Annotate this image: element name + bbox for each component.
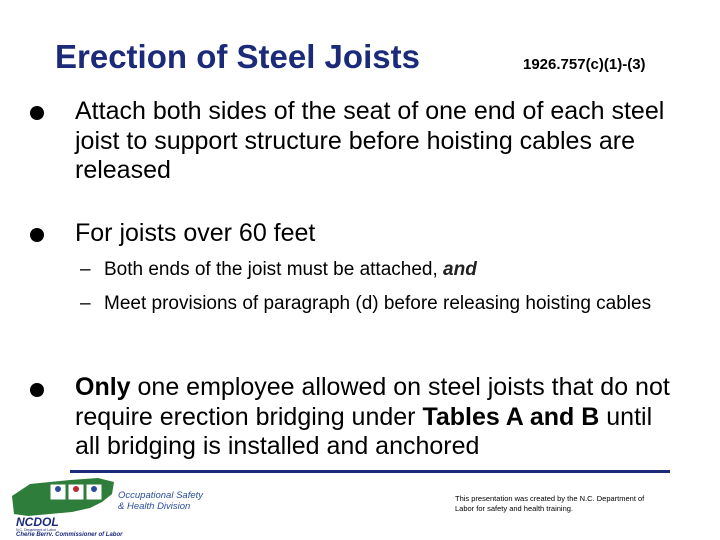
footer-rule [70, 470, 670, 473]
dash-marker: – [80, 259, 91, 280]
worker-head-icon [73, 486, 79, 492]
bullet-text: until all bridging is installed and anchored [75, 402, 653, 460]
bullet-dot [30, 383, 44, 397]
bullet-text-3 [75, 373, 675, 462]
bullet-dot [30, 106, 44, 120]
page-title: Erection of Steel Joists [55, 38, 420, 75]
worker-head-icon [91, 486, 97, 492]
logo-division-line1: Occupational Safety [118, 490, 204, 501]
bullet-dot [30, 228, 44, 242]
logo-agency: NCDOL [16, 515, 59, 529]
worker-head-icon [55, 486, 61, 492]
footer-note: This presentation was created by the N.C. Department of Labor for safety and health training. [455, 494, 645, 513]
bullet-text-1: Attach both sides of the seat of one end of each steel joist to support structure before hoisting cables are released [75, 97, 665, 184]
subbullet-text-2: Meet provisions of paragraph (d) before releasing hoisting cables [104, 293, 652, 314]
subbullet-text: Both ends of the joist must be attached, [104, 259, 444, 280]
logo-commissioner: Cherie Berry, Commissioner of Labor [16, 532, 123, 536]
ncdol-logo [10, 474, 225, 536]
subbullet-emphasis: and [443, 259, 477, 280]
bullet-bold-tables: Tables A and B [422, 402, 600, 431]
bullet-text-2: For joists over 60 feet [75, 219, 316, 247]
regulation-reference: 1926.757(c)(1)-(3) [523, 56, 646, 73]
subbullet-text-1 [104, 254, 664, 285]
bullet-bold-only: Only [75, 373, 131, 401]
logo-division-line2: & Health Division [118, 501, 191, 512]
bullet-text: one employee allowed on steel joists that do not require erection bridging under [75, 373, 670, 431]
dash-marker: – [80, 293, 91, 314]
logo-dept: N.C. Department of Labor [16, 528, 57, 532]
